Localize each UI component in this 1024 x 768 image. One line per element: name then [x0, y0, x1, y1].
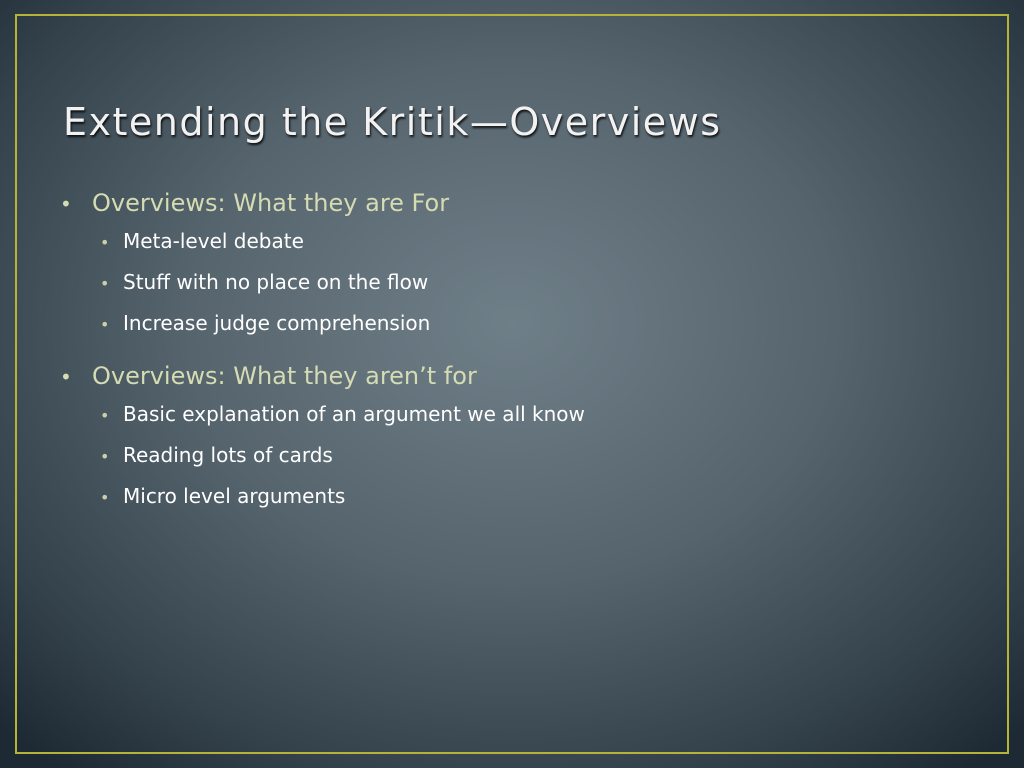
bullet-dot-icon: • [60, 365, 72, 389]
sub-list [58, 402, 958, 525]
bullet-dot-icon: • [100, 274, 110, 293]
list-item [100, 270, 958, 311]
list-item [100, 484, 958, 525]
list-item-text: Reading lots of cards [123, 443, 333, 467]
list-item-text: Micro level arguments [123, 484, 346, 508]
level1-bullet [58, 189, 958, 227]
list-item-text: Basic explanation of an argument we all know [123, 402, 585, 426]
level1-bullet [58, 362, 958, 400]
bullet-dot-icon: • [100, 315, 110, 334]
section-heading: Overviews: What they aren’t for [92, 362, 477, 390]
list-item-text: Stuff with no place on the flow [123, 270, 429, 294]
list-item [100, 443, 958, 484]
bullet-dot-icon: • [100, 233, 110, 252]
bullet-dot-icon: • [100, 488, 110, 507]
bullet-dot-icon: • [100, 406, 110, 425]
list-item [100, 311, 958, 352]
bullet-dot-icon: • [100, 447, 110, 466]
section-not-for [58, 362, 958, 525]
slide-title: Extending the Kritik—Overviews [63, 100, 722, 144]
sub-list [58, 229, 958, 352]
bullet-list [58, 189, 958, 535]
section-heading: Overviews: What they are For [92, 189, 450, 217]
list-item [100, 229, 958, 270]
section-for [58, 189, 958, 352]
list-item [100, 402, 958, 443]
bullet-dot-icon: • [60, 192, 72, 216]
list-item-text: Increase judge comprehension [123, 311, 431, 335]
list-item-text: Meta-level debate [123, 229, 304, 253]
